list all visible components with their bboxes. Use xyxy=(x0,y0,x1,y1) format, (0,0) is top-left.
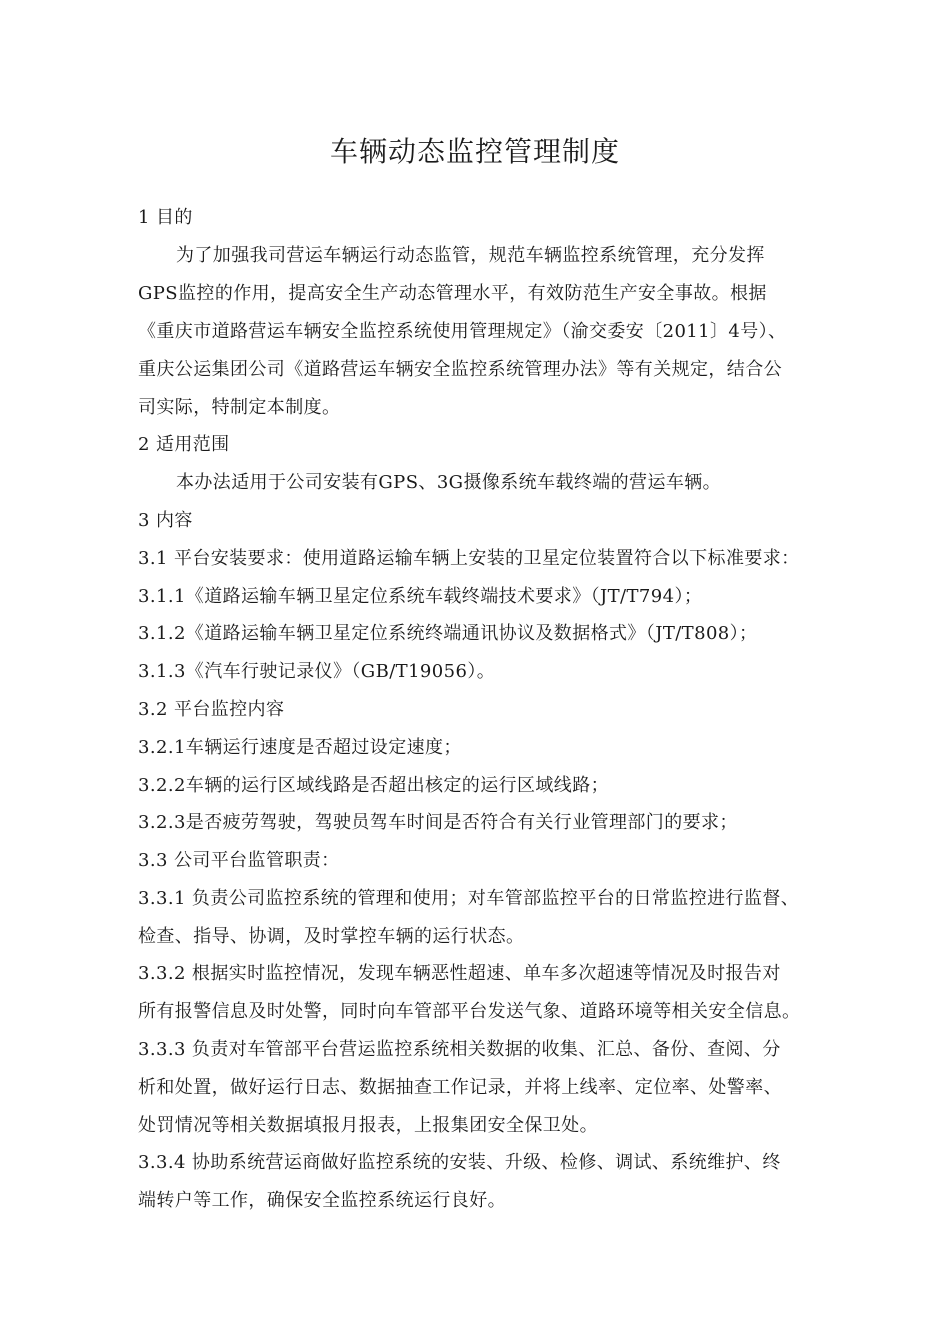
clause-line: 端转户等工作，确保安全监控系统运行良好。 xyxy=(138,1190,506,1211)
clause-line: 3.2 平台监控内容 xyxy=(138,699,285,720)
paragraph-line: GPS监控的作用，提高安全生产动态管理水平，有效防范生产安全事故。根据 xyxy=(138,283,767,304)
section-heading-scope: 2 适用范围 xyxy=(138,434,230,455)
clause-line: 3.3 公司平台监管职责： xyxy=(138,850,340,871)
clause-line: 3.1.1《道路运输车辆卫星定位系统车载终端技术要求》（JT/T794）； xyxy=(138,586,703,607)
paragraph-line: 《重庆市道路营运车辆安全监控系统使用管理规定》（渝交委安〔2011〕4号）、 xyxy=(138,321,787,342)
clause-line: 所有报警信息及时处警，同时向车管部平台发送气象、道路环境等相关安全信息。 xyxy=(138,1001,801,1022)
document-title: 车辆动态监控管理制度 xyxy=(329,135,620,168)
clause-line: 3.2.2车辆的运行区域线路是否超出核定的运行区域线路； xyxy=(138,775,609,796)
clause-line: 3.3.1 负责公司监控系统的管理和使用；对车管部监控平台的日常监控进行监督、 xyxy=(138,888,800,909)
paragraph-line: 司实际，特制定本制度。 xyxy=(138,397,341,418)
clause-line: 3.1 平台安装要求：使用道路运输车辆上安装的卫星定位装置符合以下标准要求： xyxy=(138,548,800,569)
section-heading-purpose: 1 目的 xyxy=(138,207,193,228)
section-heading-content: 3 内容 xyxy=(138,510,193,531)
clause-line: 3.3.2 根据实时监控情况，发现车辆恶性超速、单车多次超速等情况及时报告对 xyxy=(138,963,781,984)
clause-line: 3.1.2《道路运输车辆卫星定位系统终端通讯协议及数据格式》（JT/T808）； xyxy=(138,623,758,644)
clause-line: 3.1.3《汽车行驶记录仪》（GB/T19056）。 xyxy=(138,661,496,682)
paragraph-line: 重庆公运集团公司《道路营运车辆安全监控系统管理办法》等有关规定，结合公 xyxy=(138,359,782,380)
clause-line: 3.3.3 负责对车管部平台营运监控系统相关数据的收集、汇总、备份、查阅、分 xyxy=(138,1039,781,1060)
clause-line: 3.2.3是否疲劳驾驶，驾驶员驾车时间是否符合有关行业管理部门的要求； xyxy=(138,812,738,833)
clause-line: 处罚情况等相关数据填报月报表，上报集团安全保卫处。 xyxy=(138,1115,598,1136)
clause-line: 3.3.4 协助系统营运商做好监控系统的安装、升级、检修、调试、系统维护、终 xyxy=(138,1152,781,1173)
clause-line: 析和处置，做好运行日志、数据抽查工作记录，并将上线率、定位率、处警率、 xyxy=(138,1077,782,1098)
paragraph-line: 本办法适用于公司安装有GPS、3G摄像系统车载终端的营运车辆。 xyxy=(176,472,722,493)
clause-line: 检查、指导、协调，及时掌控车辆的运行状态。 xyxy=(138,926,525,947)
paragraph-line: 为了加强我司营运车辆运行动态监管，规范车辆监控系统管理，充分发挥 xyxy=(176,245,765,266)
clause-line: 3.2.1车辆运行速度是否超过设定速度； xyxy=(138,737,462,758)
